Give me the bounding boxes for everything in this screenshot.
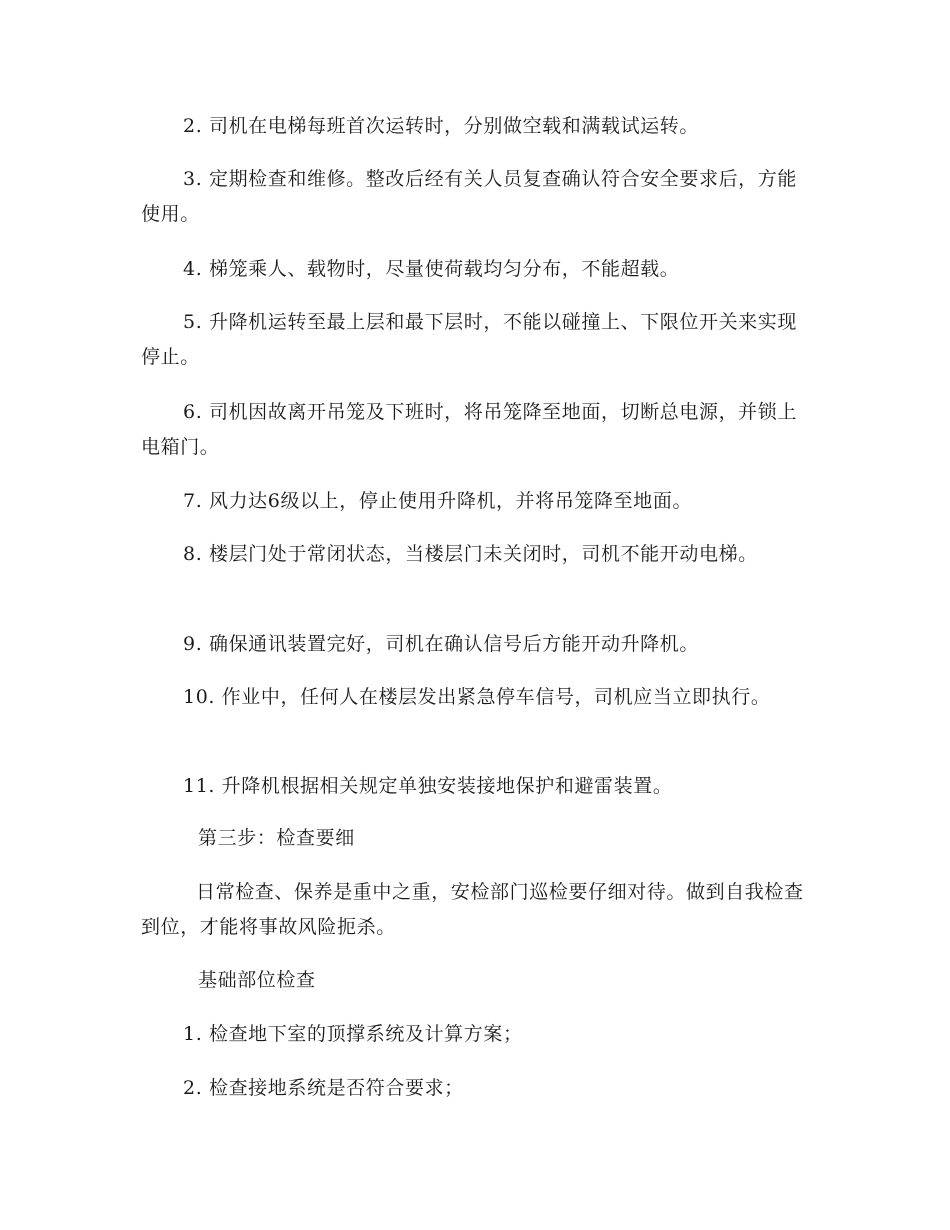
list-item: 8. 楼层门处于常闭状态，当楼层门未关闭时，司机不能开动电梯。 [183, 543, 758, 565]
list-item: 5. 升降机运转至最上层和最下层时，不能以碰撞上、下限位开关来实现停止。 [141, 311, 797, 368]
list-item: 11. 升降机根据相关规定单独安装接地保护和避雷装置。 [183, 775, 673, 797]
list-item: 4. 梯笼乘人、载物时，尽量使荷载均匀分布，不能超载。 [183, 258, 680, 280]
list-item: 3. 定期检查和维修。整改后经有关人员复查确认符合安全要求后，方能使用。 [141, 168, 797, 225]
list-item: 9. 确保通讯装置完好，司机在确认信号后方能开动升降机。 [183, 633, 699, 655]
list-item: 1. 检查地下室的顶撑系统及计算方案； [183, 1023, 523, 1045]
list-item: 2. 检查接地系统是否符合要求； [183, 1077, 464, 1099]
subsection-heading: 基础部位检查 [198, 969, 316, 991]
list-item: 2. 司机在电梯每班首次运转时，分别做空载和满载试运转。 [183, 115, 699, 137]
body-paragraph: 日常检查、保养是重中之重，安检部门巡检要仔细对待。做到自我检查到位，才能将事故风险扼杀。 [141, 881, 804, 938]
list-item: 7. 风力达6级以上，停止使用升降机，并将吊笼降至地面。 [183, 490, 693, 512]
section-heading: 第三步：检查要细 [198, 827, 355, 849]
list-item: 6. 司机因故离开吊笼及下班时，将吊笼降至地面，切断总电源，并锁上电箱门。 [141, 401, 797, 458]
list-item: 10. 作业中，任何人在楼层发出紧急停车信号，司机应当立即执行。 [183, 686, 771, 708]
